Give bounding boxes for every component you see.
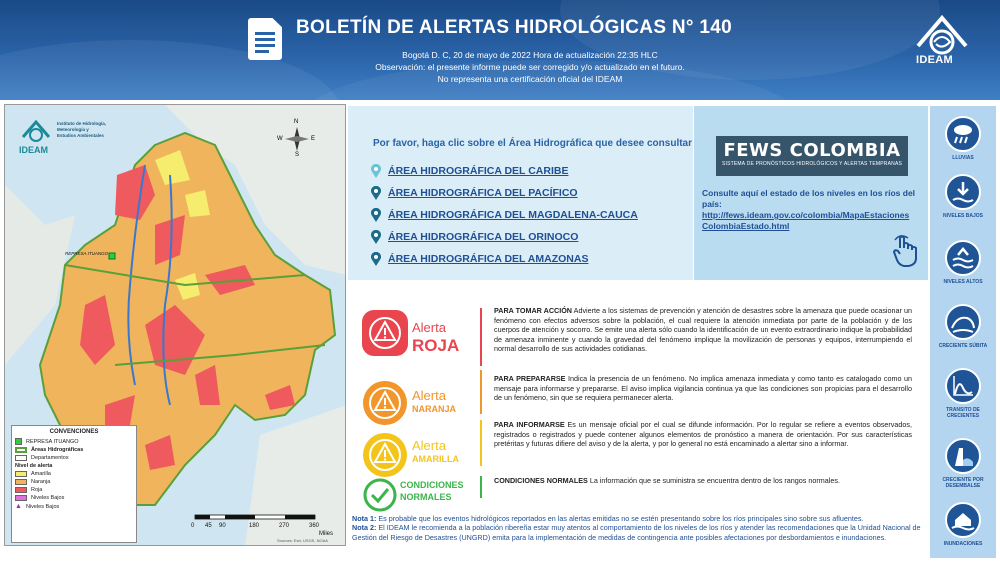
legend-roja-swatch (15, 487, 27, 493)
location-pin-icon (370, 208, 382, 222)
orange-alert-description (494, 374, 912, 403)
legend-departamentos: Departamentos (31, 455, 69, 461)
scale-tick-45: 45 (205, 523, 212, 529)
map-institution-logo (13, 119, 123, 155)
red-alert-text: Advierte a los sistemas de prevención y atención de desastres sobre la amenaza que puede ocasionar un fenómeno con efectos adversos sobre la población, el cual requiere la atención inmediata por parte de la población y de los cuerpos de atención y socorro. Se emite una alerta sólo cuando la identificación de un evento extraordinario indique la probabilidad de amenaza inminente y cuando la gravedad del fenómeno implique la movilización de personas y equipos, interrumpiendo el normal desarrollo de sus actividades cotidianas. (494, 306, 912, 354)
red-divider (480, 308, 482, 366)
link-area-magdalena-cauca-label: ÁREA HIDROGRÁFICA DEL MAGDALENA-CAUCA (388, 209, 638, 221)
reservoir-label: REPRESA ITUANGO (65, 251, 109, 256)
fews-panel (694, 106, 928, 280)
red-alert-description (494, 306, 912, 354)
areas-prompt: Por favor, haga clic sobre el Área Hidrográfica que desee consultar (373, 138, 693, 149)
link-area-amazonas[interactable] (370, 252, 588, 266)
compass-e-label: E (311, 136, 316, 142)
flood-house-icon (945, 502, 981, 538)
legend-bajos-swatch (15, 495, 27, 501)
content-area (0, 100, 1000, 562)
sidebar-label-inundaciones: INUNDACIONES (943, 541, 983, 547)
sidebar-item-transito-crecientes[interactable] (930, 368, 996, 419)
legend-amarilla: Amarilla (31, 471, 51, 477)
legend-areas: Áreas Hidrográficas (31, 447, 84, 453)
compass-w-label: W (277, 136, 283, 142)
certification-note: No representa una certificación oficial del IDEAM (437, 74, 623, 84)
sidebar-item-inundaciones[interactable] (930, 502, 996, 547)
compass-s-label: S (295, 152, 300, 158)
ideam-logo-text: IDEAM (916, 54, 953, 66)
orange-alert-word2: NARANJA (412, 404, 457, 414)
legend-naranja: Naranja (31, 479, 51, 485)
scale-tick-270: 270 (279, 523, 290, 529)
legend-bajos: Niveles Bajos (31, 495, 65, 501)
map-inst-name: IDEAM (19, 145, 48, 155)
scale-tick-360: 360 (309, 523, 320, 529)
sidebar-item-niveles-bajos[interactable] (930, 174, 996, 219)
legend-bajos2: Niveles Bajos (25, 503, 60, 510)
header-banner (0, 0, 1000, 100)
scale-bar-graphic (195, 515, 315, 519)
legend-represa-swatch (15, 438, 22, 445)
note1-text: Es probable que los eventos hidrológicos reportados en las alertas emitidas no se estén presentando sobre los ríos principales sino sobre sus afluentes. (376, 514, 864, 523)
normal-word2: NORMALES (400, 492, 452, 502)
scale-tick-90: 90 (219, 523, 226, 529)
yellow-alert-text: Es un mensaje oficial por el cual se difunde información. Por lo regular se refiere a eventos observados, registrados o registrados y puede contener algunos elementos de pronóstico a manera de orientación. Por sus características pretéritas y futuras difiere del aviso y de la alerta, y por lo general no está encaminado a alertar sino a informar. (494, 420, 912, 449)
fews-link-line2[interactable]: ColombiaEstado.html (702, 221, 790, 231)
fews-logo-subtitle: SISTEMA DE PRONÓSTICOS HIDROLÓGICOS Y ALERTAS TEMPRANAS (721, 161, 903, 167)
location-pin-icon (370, 252, 382, 266)
link-area-caribe[interactable] (370, 164, 568, 178)
sidebar-item-creciente-desembalse[interactable] (930, 438, 996, 489)
normal-text: La información que se suministra se encuentra dentro de los rangos normales. (587, 476, 840, 485)
legend-naranja-swatch (15, 479, 27, 485)
red-alert-word2: ROJA (412, 336, 460, 355)
link-area-orinoco-label: ÁREA HIDROGRÁFICA DEL ORINOCO (388, 231, 579, 243)
normal-description (494, 476, 912, 486)
dam-release-icon (945, 438, 981, 474)
low-level-icon (945, 174, 981, 210)
sidebar-item-creciente-subita[interactable] (930, 304, 996, 349)
note2-text: El IDEAM le recomienda a la población ribereña estar muy atentos al comportamiento de los niveles de los ríos y atender las recomendaciones que la Unidad Nacional de Gestión del Riesgo de Desastres (UNGRD) emita para la implementación de medidas de contingencia ante posibles afectaciones por desbordamientos e inundaciones. (352, 523, 921, 542)
scale-tick-0: 0 (191, 523, 195, 529)
bulletin-title: BOLETÍN DE ALERTAS HIDROLÓGICAS N° 140 (296, 17, 732, 38)
yellow-divider (480, 420, 482, 466)
sidebar-label-creciente-subita: CRECIENTE SÚBITA (938, 343, 988, 349)
normal-title: CONDICIONES NORMALES (494, 476, 588, 485)
yellow-alert-word2: AMARILLA (412, 454, 459, 464)
ituango-marker-icon (109, 253, 115, 259)
map-inst-line3: Estudios Ambientales (57, 133, 104, 138)
fews-logo[interactable] (716, 136, 908, 176)
fews-logo-title: FEWS COLOMBIA (723, 140, 901, 161)
sidebar-label-niveles-bajos: NIVELES BAJOS (942, 213, 983, 219)
sidebar-item-lluvias[interactable] (930, 116, 996, 161)
legend-nivel-title: Nivel de alerta (15, 463, 53, 469)
green-divider (480, 476, 482, 498)
update-date: Bogotá D. C, 20 de mayo de 2022 Hora de actualización 22:35 HLC (402, 50, 658, 60)
sidebar-label-niveles-altos: NIVELES ALTOS (943, 279, 983, 285)
orange-divider (480, 370, 482, 414)
link-area-magdalena-cauca[interactable] (370, 208, 638, 222)
flash-flood-icon (945, 304, 981, 340)
legend-amarilla-swatch (15, 471, 27, 477)
fews-description (702, 188, 924, 232)
hydrographic-areas-panel (348, 106, 693, 280)
footnotes (352, 514, 927, 542)
compass-n-label: N (294, 119, 299, 125)
note1-label: Nota 1: (352, 514, 377, 523)
red-alert-word1: Alerta (412, 320, 446, 335)
fews-link-line1[interactable]: http://fews.ideam.gov.co/colombia/MapaEstaciones (702, 210, 910, 220)
map-legend (11, 425, 137, 543)
normal-word1: CONDICIONES (400, 480, 464, 490)
location-pin-icon (370, 230, 382, 244)
link-area-amazonas-label: ÁREA HIDROGRÁFICA DEL AMAZONAS (388, 253, 589, 265)
sidebar-item-niveles-altos[interactable] (930, 240, 996, 285)
legend-departamentos-swatch (15, 455, 27, 461)
location-pin-icon (370, 186, 382, 200)
yellow-alert-word1: Alerta (412, 438, 446, 453)
link-area-caribe-label: ÁREA HIDROGRÁFICA DEL CARIBE (388, 165, 569, 177)
note2-label: Nota 2: (352, 523, 377, 533)
sidebar-label-creciente-desembalse: CRECIENTE POR DESEMBALSE (942, 477, 984, 489)
map-source: Sources: Esri, USGS, NOAA (277, 538, 328, 543)
map-inst-line1: Instituto de Hidrología, (57, 121, 106, 126)
scale-unit: Miles (319, 531, 334, 537)
link-area-orinoco[interactable] (370, 230, 578, 244)
legend-title: CONVENCIONES (49, 429, 99, 435)
hand-pointer-icon (890, 234, 920, 268)
map-inst-line2: Meteorología y (57, 127, 89, 132)
observation-note: Observación: el presente informe puede ser corregido y/o actualizado en el futuro. (375, 62, 685, 72)
link-area-pacifico-label: ÁREA HIDROGRÁFICA DEL PACÍFICO (388, 187, 578, 199)
orange-alert-title: PARA PREPARARSE (494, 374, 566, 383)
red-alert-title: PARA TOMAR ACCIÓN (494, 306, 572, 315)
legend-represa: REPRESA ITUANGO (26, 438, 79, 445)
sidebar-label-transito-crecientes: TRANSITO DE CRECIENTES (946, 407, 980, 419)
event-type-sidebar (930, 106, 996, 558)
link-area-pacifico[interactable] (370, 186, 578, 200)
sidebar-label-lluvias: LLUVIAS (952, 155, 974, 161)
rain-cloud-icon (945, 116, 981, 152)
flood-transit-icon (945, 368, 981, 404)
yellow-alert-description (494, 420, 912, 449)
fews-text: Consulte aquí el estado de los niveles en los ríos del país: (702, 188, 916, 209)
orange-alert-text: Indica la presencia de un fenómeno. No implica amenaza inmediata y como tanto es catalogado como un mensaje para informarse y prepararse. El aviso implica vigilancia continua ya que las condiciones son propicias para el desarrollo de un fenómeno, sin que se requiera permanecer alerta. (494, 374, 912, 403)
colombia-alert-map[interactable] (4, 104, 346, 546)
legend-areas-swatch (15, 447, 27, 453)
high-level-icon (945, 240, 981, 276)
legend-roja: Roja (31, 487, 43, 493)
location-pin-icon (370, 164, 382, 178)
yellow-alert-title: PARA INFORMARSE (494, 420, 565, 429)
triangle-icon: ▲ (15, 503, 22, 510)
scale-tick-180: 180 (249, 523, 260, 529)
orange-alert-badge (360, 378, 470, 428)
document-icon (248, 18, 282, 60)
orange-alert-word1: Alerta (412, 388, 446, 403)
